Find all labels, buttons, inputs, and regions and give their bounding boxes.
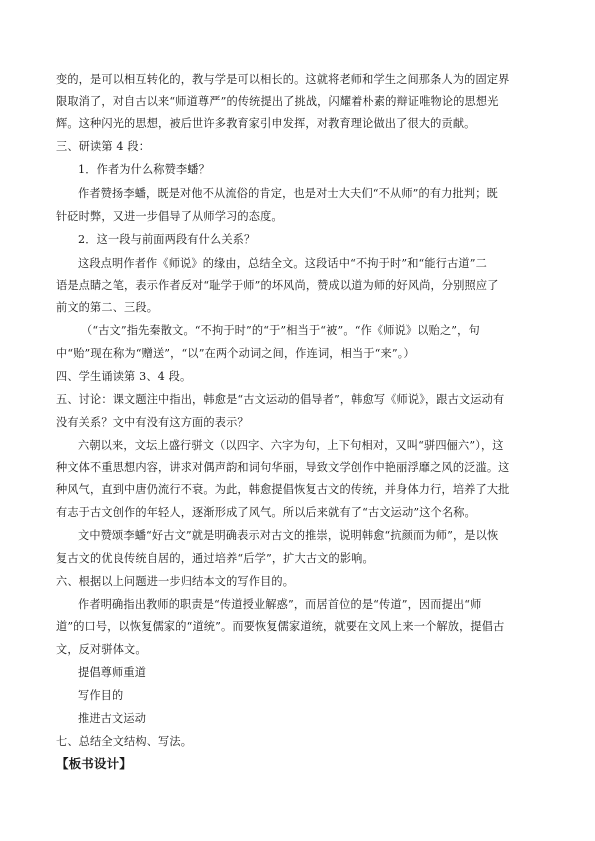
body-line: 复古文的优良传统自居的，通过培养“后学”，扩大古文的影响。: [56, 552, 374, 565]
body-line: 种文体不重思想内容，讲求对偶声韵和词句华丽，导致文学创作中艳丽浮靡之风的泛滥。这: [56, 461, 510, 474]
body-line: 这段点明作者作《师说》的缘由，总结全文。这段话中“不拘于时”和“能行古道”二: [78, 257, 487, 270]
board-design-heading: 【板书设计】: [56, 756, 132, 771]
body-line: 作者明确指出教师的职责是“传道授业解惑”，而居首位的是“传道”，因而提出“师: [78, 598, 482, 611]
body-line: 语是点睛之笔，表示作者反对“耻学于师”的坏风尚，赞成以道为师的好风尚，分别照应了: [56, 279, 499, 292]
body-line: 限取消了，对自古以来“师道尊严”的传统提出了挑战，闪耀着朴素的辩证唯物论的思想光: [56, 95, 499, 108]
note-line: （“古文”指先秦散文。“不拘于时”的“于”相当于“被”。“作《师说》以贻之”，句: [81, 324, 480, 337]
section-heading: 五、讨论：课文题注中指出，韩愈是“古文运动的倡导者”，韩愈写《师说》，跟古文运动有: [56, 393, 505, 406]
list-item: 推进古文运动: [78, 712, 147, 725]
body-line: 种风气，直到中唐仍流行不衰。为此，韩愈提倡恢复古文的传统，并身体力行，培养了大批: [56, 483, 510, 496]
question-line: 1．作者为什么称赞李蟠？: [78, 163, 210, 176]
question-line: 2．这一段与前面两段有什么关系？: [78, 233, 256, 246]
body-line: 六朝以来，文坛上盛行骈文（以四字、六字为句，上下句相对，又叫“骈四俪六”），这: [78, 439, 504, 452]
body-line: 作者赞扬李蟠，既是对他不从流俗的肯定，也是对士大夫们“不从师”的有力批判；既: [78, 187, 498, 200]
body-line: 没有关系？文中有没有这方面的表示？: [56, 416, 249, 429]
note-line: 中“贻”现在称为“赠送”，“以”在两个动词之间，作连词，相当于“来”。）: [56, 347, 415, 360]
section-heading: 七、总结全文结构、写法。: [56, 735, 193, 748]
section-heading: 四、学生诵读第 3、4 段。: [56, 370, 192, 383]
list-item: 写作目的: [78, 689, 124, 702]
body-line: 变的，是可以相互转化的，教与学是可以相长的。这就将老师和学生之间那条人为的固定界: [56, 73, 510, 86]
body-line: 辉。这种闪光的思想，被后世许多教育家引申发挥，对教育理论做出了很大的贡献。: [56, 117, 476, 130]
section-heading: 三、研读第 4 段：: [56, 140, 151, 153]
section-heading: 六、根据以上问题进一步归结本文的写作目的。: [56, 575, 295, 588]
body-line: 道”的口号，以恢复儒家的“道统”。而要恢复儒家道统，就要在文风上来一个解放，提倡古: [56, 620, 505, 633]
body-line: 文，反对骈体文。: [56, 643, 147, 656]
body-line: 前文的第二、三段。: [56, 301, 159, 314]
body-line: 文中赞颂李蟠“好古文”就是明确表示对古文的推崇，说明韩愈“抗颜而为师”，是以恢: [78, 529, 499, 542]
body-line: 有志于古文创作的年轻人，逐渐形成了风气。所以后来就有了“古文运动”这个名称。: [56, 506, 476, 519]
body-line: 针砭时弊，又进一步倡导了从师学习的态度。: [56, 210, 283, 223]
list-item: 提倡尊师重道: [78, 666, 147, 679]
